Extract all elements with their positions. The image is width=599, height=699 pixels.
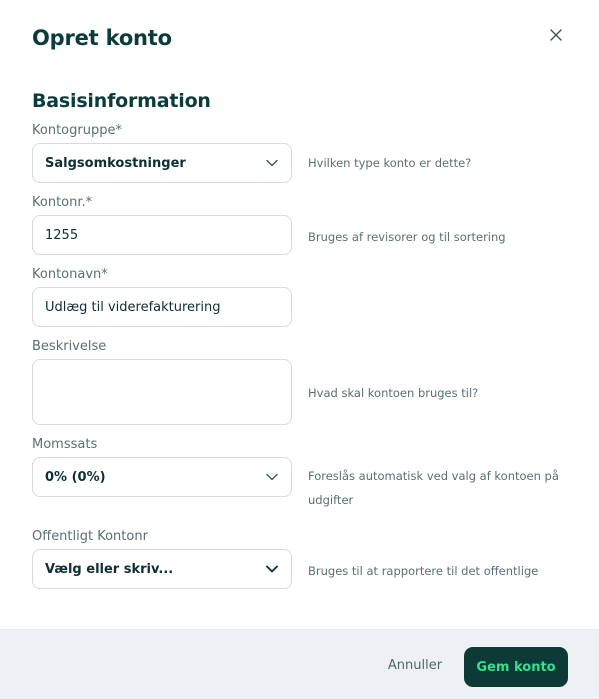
description-label: Beskrivelse xyxy=(32,339,107,354)
public-account-number-hint: Bruges til at rapportere til det offentlige xyxy=(308,564,539,578)
account-number-input[interactable] xyxy=(32,215,292,255)
public-account-number-label: Offentligt Kontonr xyxy=(32,529,148,544)
chevron-down-icon xyxy=(265,562,279,576)
close-button[interactable] xyxy=(545,24,567,46)
dialog-title: Opret konto xyxy=(32,26,172,50)
account-number-value: 1255 xyxy=(45,227,79,243)
vat-rate-hint: Foreslås automatisk ved valg af kontoen på udgifter xyxy=(308,469,559,507)
account-group-select[interactable] xyxy=(32,143,292,183)
account-number-label: Kontonr.* xyxy=(32,195,93,210)
account-name-input[interactable] xyxy=(32,287,292,327)
account-group-label: Kontogruppe* xyxy=(32,123,122,138)
dialog-footer xyxy=(0,629,599,699)
account-name-value: Udlæg til viderefakturering xyxy=(45,299,221,315)
account-name-label: Kontonavn* xyxy=(32,267,108,282)
account-group-hint: Hvilken type konto er dette? xyxy=(308,156,472,170)
chevron-down-icon xyxy=(265,470,279,484)
account-number-hint: Bruges af revisorer og til sortering xyxy=(308,230,506,244)
vat-rate-select[interactable] xyxy=(32,457,292,497)
account-group-value: Salgsomkostninger xyxy=(45,155,186,171)
vat-rate-label: Momssats xyxy=(32,437,98,452)
section-title: Basisinformation xyxy=(32,90,211,112)
cancel-button[interactable]: Annuller xyxy=(387,658,443,673)
save-account-button[interactable] xyxy=(464,647,568,687)
public-account-number-select[interactable] xyxy=(32,549,292,589)
vat-rate-value: 0% (0%) xyxy=(45,469,106,485)
chevron-down-icon xyxy=(265,156,279,170)
public-account-number-value: Vælg eller skriv... xyxy=(45,561,174,577)
save-account-label: Gem konto xyxy=(476,659,556,675)
description-textarea[interactable] xyxy=(32,359,292,425)
description-hint: Hvad skal kontoen bruges til? xyxy=(308,386,479,400)
close-icon xyxy=(550,26,562,45)
